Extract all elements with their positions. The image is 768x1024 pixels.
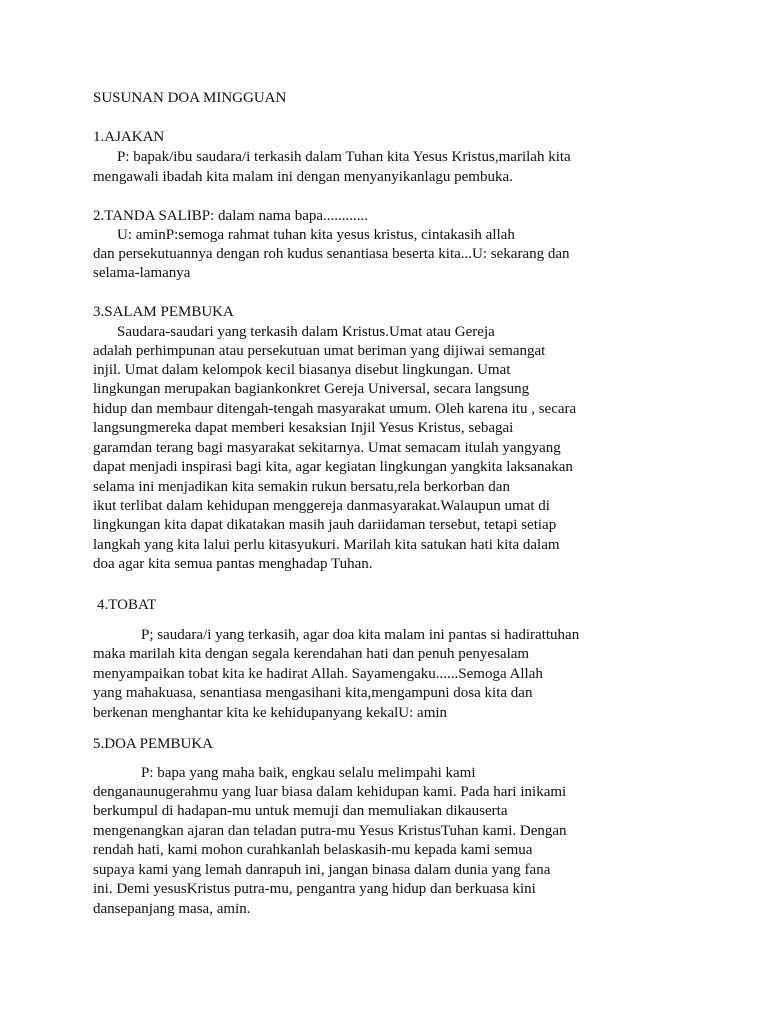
paragraph-line: rendah hati, kami mohon curahkanlah belaskasih-mu kepada kami semua — [93, 842, 533, 858]
section-heading-salam-pembuka: 3.SALAM PEMBUKA — [93, 304, 234, 320]
paragraph-line: maka marilah kita dengan segala kerendahan hati dan penuh penyesalam — [93, 646, 530, 662]
paragraph-line: selama-lamanya — [93, 265, 191, 281]
paragraph-line: injil. Umat dalam kelompok kecil biasanya disebut lingkungan. Umat — [93, 362, 511, 378]
paragraph-line: adalah perhimpunan atau persekutuan umat beriman yang dijiwai semangat — [93, 343, 546, 359]
paragraph-line: denganaunugerahmu yang luar biasa dalam kehidupan kami. Pada hari inikami — [93, 784, 567, 800]
paragraph-line: lingkungan kita dapat dikatakan masih jauh dariidaman tersebut, tetapi setiap — [93, 517, 557, 533]
section-heading-ajakan: 1.AJAKAN — [93, 129, 165, 145]
paragraph-line: langsungmereka dapat memberi kesaksian Injil Yesus Kristus, sebagai — [93, 420, 514, 436]
paragraph-line: doa agar kita semua pantas menghadap Tuhan. — [93, 556, 373, 572]
paragraph-line: langkah yang kita lalui perlu kitasyukuri. Marilah kita satukan hati kita dalam — [93, 537, 560, 553]
paragraph-line: mengawali ibadah kita malam ini dengan menyanyikanlagu pembuka. — [93, 169, 513, 185]
paragraph-line: ini. Demi yesusKristus putra-mu, pengantra yang hidup dan berkuasa kini — [93, 881, 536, 897]
document-title: SUSUNAN DOA MINGGUAN — [93, 90, 287, 106]
paragraph-line: berkumpul di hadapan-mu untuk memuji dan memuliakan dikauserta — [93, 803, 508, 819]
paragraph-line: P: bapa yang maha baik, engkau selalu melimpahi kami — [141, 765, 476, 781]
paragraph-line: berkenan menghantar kita ke kehidupanyang kekalU: amin — [93, 705, 448, 721]
section-heading-tobat: 4.TOBAT — [97, 597, 157, 613]
paragraph-line: menyampaikan tobat kita ke hadirat Allah. Sayamengaku......Semoga Allah — [93, 666, 543, 682]
paragraph-line: garamdan terang bagi masyarakat sekitarnya. Umat semacam itulah yangyang — [93, 440, 561, 456]
paragraph-line: selama ini menjadikan kita semakin rukun bersatu,rela berkorban dan — [93, 479, 510, 495]
paragraph-line: P: bapak/ibu saudara/i terkasih dalam Tuhan kita Yesus Kristus,marilah kita — [117, 149, 571, 165]
section-heading-doa-pembuka: 5.DOA PEMBUKA — [93, 736, 214, 752]
paragraph-line: dapat menjadi inspirasi bagi kita, agar kegiatan lingkungan yangkita laksanakan — [93, 459, 573, 475]
paragraph-line: ikut terlibat dalam kehidupan menggereja danmasyarakat.Walaupun umat di — [93, 498, 550, 514]
section-heading-tanda-salib: 2.TANDA SALIBP: dalam nama bapa............ — [93, 208, 369, 224]
paragraph-line: hidup dan membaur ditengah-tengah masyarakat umum. Oleh karena itu , secara — [93, 401, 577, 417]
paragraph-line: U: aminP:semoga rahmat tuhan kita yesus kristus, cintakasih allah — [117, 227, 515, 243]
paragraph-line: dansepanjang masa, amin. — [93, 901, 251, 917]
paragraph-line: P; saudara/i yang terkasih, agar doa kita malam ini pantas si hadirattuhan — [141, 627, 580, 643]
paragraph-line: yang mahakuasa, senantiasa mengasihani kita,mengampuni dosa kita dan — [93, 685, 533, 701]
paragraph-line: mengenangkan ajaran dan teladan putra-mu Yesus KristusTuhan kami. Dengan — [93, 823, 567, 839]
paragraph-line: supaya kami yang lemah danrapuh ini, jangan binasa dalam dunia yang fana — [93, 862, 551, 878]
paragraph-line: dan persekutuannya dengan roh kudus senantiasa beserta kita...U: sekarang dan — [93, 246, 570, 262]
paragraph-line: Saudara-saudari yang terkasih dalam Kristus.Umat atau Gereja — [117, 324, 495, 340]
paragraph-line: lingkungan merupakan bagiankonkret Gereja Universal, secara langsung — [93, 381, 530, 397]
